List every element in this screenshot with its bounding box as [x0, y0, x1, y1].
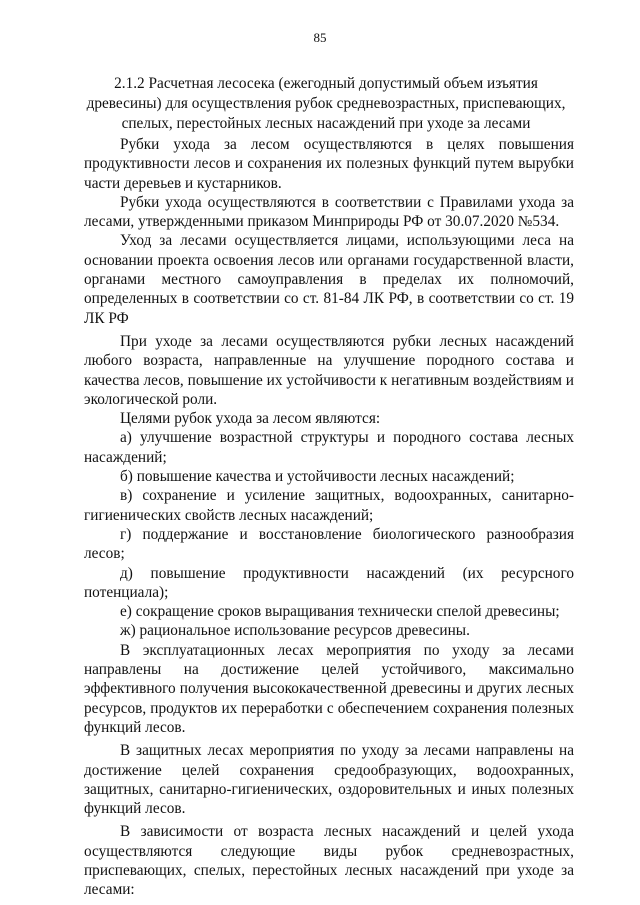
list-item-a: а) улучшение возрастной структуры и породного состава лесных насаждений; — [84, 429, 574, 466]
paragraph-1: Рубки ухода за лесом осуществляются в целях повышения продуктивности лесов и сохранения их полезных функций путем вырубки части деревьев и кустарников. — [84, 136, 574, 192]
list-item-d: д) повышение продуктивности насаждений (их ресурсного потенциала); — [84, 564, 574, 601]
paragraph-2: Рубки ухода осуществляются в соответствии с Правилами ухода за лесами, утвержденными приказом Минприроды РФ от 30.07.2020 №534. — [84, 193, 574, 231]
body-text — [84, 135, 574, 900]
paragraph-3: Уход за лесами осуществляется лицами, использующими леса на основании проекта освоения лесов или органами государственной власти, органами местного самоуправления в пределах их полномочий, определенных в соответствии со ст. 81-84 ЛК РФ, в соответствии со ст. 19 ЛК РФ — [84, 232, 574, 327]
list-item-e: е) сокращение сроков выращивания технически спелой древесины; — [120, 603, 560, 621]
page-number: 85 — [313, 30, 327, 45]
paragraph-felling-types: В зависимости от возраста лесных насаждений и целей ухода осуществляются следующие виды рубок средневозрастных, приспевающих, спелых, перестойных лесных насаждений при уходе за лесами: — [84, 823, 574, 899]
list-item-b: б) повышение качества и устойчивости лесных насаждений; — [120, 468, 515, 486]
list-item-v: в) сохранение и усиление защитных, водоохранных, санитарно-гигиенических свойств лесных насаждений; — [84, 487, 574, 524]
list-item-g: г) поддержание и восстановление биологического разнообразия лесов; — [84, 525, 574, 563]
paragraph-goals-intro: Целями рубок ухода за лесом являются: — [120, 410, 381, 428]
section-heading: 2.1.2 Расчетная лесосека (ежегодный допустимый объем изъятия древесины) для осуществления рубок средневозрастных, приспевающих, спелых, перестойных лесных насаждений при уходе за лесами — [86, 75, 566, 132]
list-item-zh: ж) рациональное использование ресурсов древесины. — [120, 622, 470, 640]
paragraph-protective-forests: В защитных лесах мероприятия по уходу за лесами направлены на достижение целей сохранения средообразующих, водоохранных, защитных, санитарно-гигиенических, оздоровительных и иных полезных функций лесов. — [84, 742, 574, 818]
paragraph-4: При уходе за лесами осуществляются рубки лесных насаждений любого возраста, направленные на улучшение породного состава и качества лесов, повышение их устойчивости к негативным воздействиям и экологической роли. — [84, 332, 574, 408]
paragraph-exploitation-forests: В эксплуатационных лесах мероприятия по уходу за лесами направлены на достижение целей устойчивого, максимально эффективного получения высококачественной древесины и других лесных ресурсов, продуктов их переработки с обеспечением сохранения полезных функций лесов. — [84, 641, 574, 736]
